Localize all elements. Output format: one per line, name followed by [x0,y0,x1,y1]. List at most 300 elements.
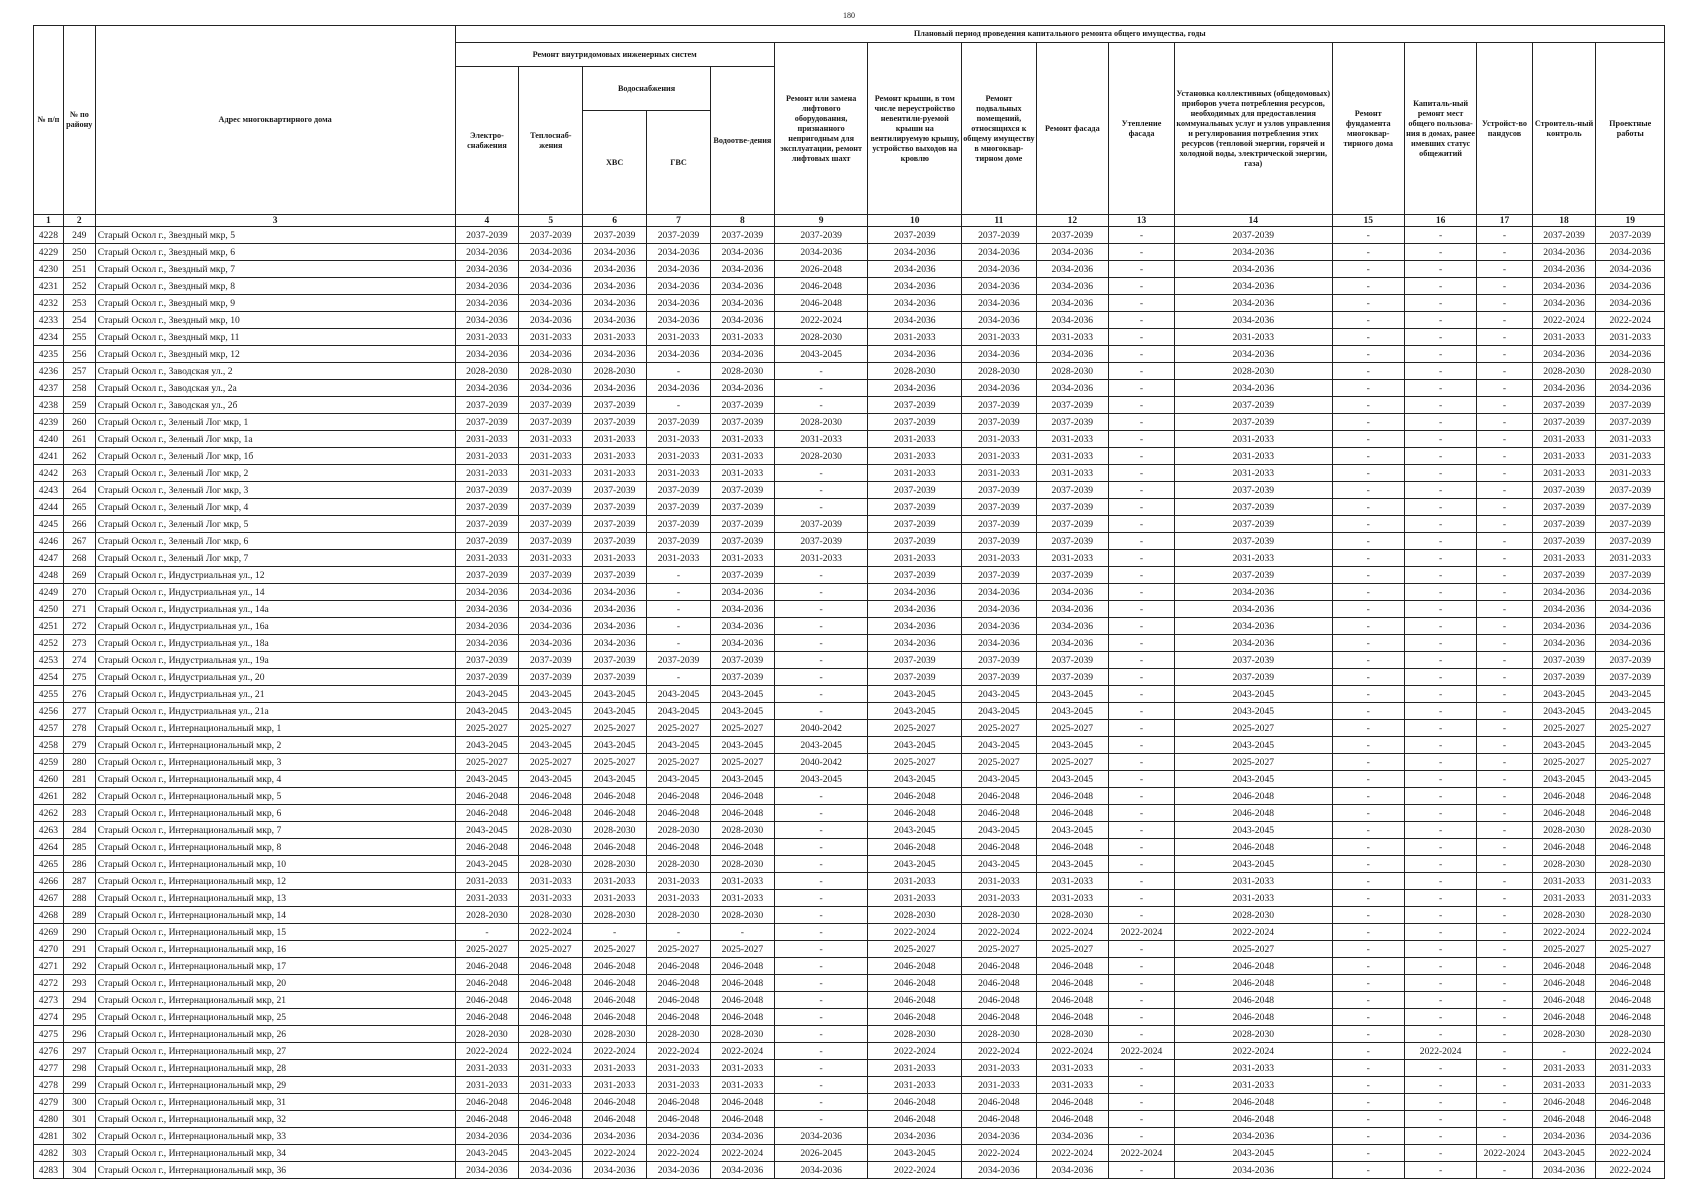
address-cell: Старый Оскол г., Интернациональный мкр, 14 [95,907,455,924]
period-cell: 2037-2039 [1596,533,1665,550]
period-cell: 2022-2024 [1036,1145,1108,1162]
period-cell: - [1332,516,1404,533]
period-cell: 2043-2045 [1532,771,1596,788]
period-cell: 2037-2039 [1596,227,1665,244]
period-cell: 2037-2039 [774,227,868,244]
period-cell: - [1477,1128,1532,1145]
period-cell: 2043-2045 [710,771,774,788]
period-cell: 2034-2036 [1036,584,1108,601]
period-cell: 2043-2045 [647,686,711,703]
table-row [34,1145,1665,1162]
capital-repair-table [33,25,1665,1179]
period-cell: 2034-2036 [519,635,583,652]
period-cell: 2046-2048 [583,975,647,992]
period-cell: 2022-2024 [519,1043,583,1060]
period-cell: 2031-2033 [1532,329,1596,346]
period-cell: 2037-2039 [1036,533,1108,550]
period-cell: 2046-2048 [583,839,647,856]
period-cell: 2046-2048 [519,805,583,822]
index-cell: 4255 [34,686,64,703]
period-cell: 2040-2042 [774,754,868,771]
index-cell: 262 [63,448,95,465]
period-cell: 2046-2048 [1175,805,1333,822]
period-cell: - [1477,720,1532,737]
period-cell: - [647,363,711,380]
index-cell: 270 [63,584,95,601]
period-cell: 2037-2039 [774,516,868,533]
address-cell: Старый Оскол г., Интернациональный мкр, 17 [95,958,455,975]
address-cell: Старый Оскол г., Звездный мкр, 11 [95,329,455,346]
period-cell: 2046-2048 [647,805,711,822]
period-cell: 2025-2027 [868,941,962,958]
period-cell: 2037-2039 [710,567,774,584]
index-cell: 272 [63,618,95,635]
period-cell: 2046-2048 [455,1111,519,1128]
period-cell: 2034-2036 [1175,635,1333,652]
period-cell: 2037-2039 [868,533,962,550]
header-water-supply: Водоснабжения [583,67,711,111]
period-cell: 2037-2039 [1596,397,1665,414]
header-drainage: Водоотве-дения [710,67,774,215]
period-cell: - [1477,295,1532,312]
period-cell: 2028-2030 [519,856,583,873]
period-cell: 2031-2033 [710,550,774,567]
period-cell: 2028-2030 [710,907,774,924]
period-cell: 2043-2045 [962,686,1037,703]
period-cell: 2034-2036 [868,295,962,312]
period-cell: 2037-2039 [1036,499,1108,516]
period-cell: 2034-2036 [455,295,519,312]
period-cell: - [1477,380,1532,397]
period-cell: - [1109,584,1175,601]
period-cell: 2034-2036 [1175,295,1333,312]
address-cell: Старый Оскол г., Интернациональный мкр, 16 [95,941,455,958]
period-cell: 2037-2039 [710,499,774,516]
period-cell: 2046-2048 [455,805,519,822]
address-cell: Старый Оскол г., Интернациональный мкр, 25 [95,1009,455,1026]
period-cell: 2028-2030 [519,822,583,839]
index-cell: 4238 [34,397,64,414]
period-cell: - [1477,482,1532,499]
period-cell: 2031-2033 [455,448,519,465]
address-cell: Старый Оскол г., Интернациональный мкр, 10 [95,856,455,873]
period-cell: 2028-2030 [868,907,962,924]
period-cell: 2034-2036 [583,1162,647,1179]
period-cell: 2031-2033 [1532,448,1596,465]
period-cell: - [1404,669,1476,686]
period-cell: 2034-2036 [962,584,1037,601]
period-cell: - [1404,584,1476,601]
period-cell: - [774,703,868,720]
header-design-works: Проектные работы [1596,43,1665,215]
period-cell: - [774,805,868,822]
period-cell: 2022-2024 [710,1043,774,1060]
period-cell: 2034-2036 [1175,584,1333,601]
period-cell: 2031-2033 [1596,550,1665,567]
period-cell: - [647,584,711,601]
table-row [34,397,1665,414]
index-cell: 283 [63,805,95,822]
period-cell: 2025-2027 [1175,941,1333,958]
period-cell: 2037-2039 [962,227,1037,244]
period-cell: - [1332,941,1404,958]
period-cell: 2037-2039 [519,567,583,584]
column-number: 17 [1477,215,1532,227]
column-number: 4 [455,215,519,227]
period-cell: 2034-2036 [1175,1128,1333,1145]
period-cell: - [1477,958,1532,975]
period-cell: 2046-2048 [1036,1094,1108,1111]
period-cell: 2046-2048 [583,1094,647,1111]
period-cell: 2031-2033 [1175,1060,1333,1077]
index-cell: 264 [63,482,95,499]
index-cell: 4269 [34,924,64,941]
address-cell: Старый Оскол г., Интернациональный мкр, 21 [95,992,455,1009]
period-cell: 2046-2048 [583,788,647,805]
period-cell: 2034-2036 [583,244,647,261]
period-cell: 2046-2048 [519,1009,583,1026]
period-cell: 2043-2045 [774,737,868,754]
index-cell: 4281 [34,1128,64,1145]
table-row [34,516,1665,533]
table-row [34,805,1665,822]
index-cell: 4239 [34,414,64,431]
index-cell: 275 [63,669,95,686]
period-cell: - [1109,822,1175,839]
table-body [34,227,1665,1179]
period-cell: 2043-2045 [1596,771,1665,788]
index-cell: 298 [63,1060,95,1077]
period-cell: 2034-2036 [455,1162,519,1179]
period-cell: - [1109,346,1175,363]
period-cell: 2031-2033 [647,1077,711,1094]
address-cell: Старый Оскол г., Интернациональный мкр, 32 [95,1111,455,1128]
index-cell: 293 [63,975,95,992]
index-cell: 4276 [34,1043,64,1060]
period-cell: - [1477,1060,1532,1077]
period-cell: 2046-2048 [455,958,519,975]
index-cell: 4229 [34,244,64,261]
period-cell: 2025-2027 [868,754,962,771]
period-cell: 2043-2045 [1532,686,1596,703]
header-row-number: № п/п [34,26,64,215]
period-cell: 2034-2036 [1596,618,1665,635]
period-cell: - [1332,346,1404,363]
period-cell: 2031-2033 [1175,329,1333,346]
period-cell: 2034-2036 [1596,346,1665,363]
period-cell: 2046-2048 [455,992,519,1009]
period-cell: 2034-2036 [1532,635,1596,652]
address-cell: Старый Оскол г., Индустриальная ул., 12 [95,567,455,584]
period-cell: 2025-2027 [1175,720,1333,737]
period-cell: - [1404,856,1476,873]
period-cell: - [1109,278,1175,295]
period-cell: 2034-2036 [455,244,519,261]
period-cell: 2037-2039 [1175,414,1333,431]
period-cell: - [1404,771,1476,788]
period-cell: - [1477,601,1532,618]
table-row [34,601,1665,618]
period-cell: 2037-2039 [1175,567,1333,584]
page-number: 180 [843,11,855,20]
index-cell: 4237 [34,380,64,397]
index-cell: 4253 [34,652,64,669]
address-cell: Старый Оскол г., Зеленый Лог мкр, 3 [95,482,455,499]
period-cell: 2031-2033 [868,329,962,346]
period-cell: 2028-2030 [962,1026,1037,1043]
period-cell: - [1477,822,1532,839]
period-cell: 2025-2027 [1036,941,1108,958]
period-cell: - [1109,533,1175,550]
header-facade: Ремонт фасада [1036,43,1108,215]
period-cell: - [1332,669,1404,686]
period-cell: 2046-2048 [1175,1111,1333,1128]
index-cell: 278 [63,720,95,737]
period-cell: - [1477,465,1532,482]
period-cell: - [774,618,868,635]
period-cell: 2037-2039 [455,669,519,686]
period-cell: - [1109,788,1175,805]
period-cell: 2022-2024 [1477,1145,1532,1162]
period-cell: 2031-2033 [868,550,962,567]
index-cell: 274 [63,652,95,669]
period-cell: 2022-2024 [1109,924,1175,941]
period-cell: 2046-2048 [519,992,583,1009]
period-cell: 2031-2033 [868,465,962,482]
period-cell: 2046-2048 [1175,975,1333,992]
index-cell: 300 [63,1094,95,1111]
table-row [34,839,1665,856]
period-cell: 2037-2039 [774,533,868,550]
period-cell: - [1404,414,1476,431]
period-cell: 2031-2033 [583,431,647,448]
address-cell: Старый Оскол г., Интернациональный мкр, 34 [95,1145,455,1162]
period-cell: 2034-2036 [962,380,1037,397]
address-cell: Старый Оскол г., Интернациональный мкр, 6 [95,805,455,822]
period-cell: - [1109,295,1175,312]
period-cell: - [774,1077,868,1094]
period-cell: 2046-2048 [868,788,962,805]
period-cell: - [774,788,868,805]
period-cell: 2034-2036 [1532,244,1596,261]
period-cell: - [1404,975,1476,992]
period-cell: 2046-2048 [710,992,774,1009]
period-cell: 2031-2033 [455,465,519,482]
period-cell: 2025-2027 [962,754,1037,771]
period-cell: - [1109,703,1175,720]
table-row [34,244,1665,261]
period-cell: 2046-2048 [868,975,962,992]
period-cell: 2025-2027 [1532,720,1596,737]
period-cell: - [1404,261,1476,278]
period-cell: 2037-2039 [583,669,647,686]
address-cell: Старый Оскол г., Заводская ул., 2б [95,397,455,414]
period-cell: 2046-2048 [1532,1094,1596,1111]
period-cell: 2046-2048 [1596,958,1665,975]
period-cell: - [1109,465,1175,482]
period-cell: - [1109,397,1175,414]
period-cell: - [1332,312,1404,329]
period-cell: - [1404,652,1476,669]
period-cell: 2028-2030 [1036,1026,1108,1043]
period-cell: 2034-2036 [1596,1128,1665,1145]
table-row [34,992,1665,1009]
index-cell: 266 [63,516,95,533]
period-cell: 2043-2045 [1175,822,1333,839]
period-cell: - [1109,567,1175,584]
period-cell: 2046-2048 [647,1009,711,1026]
period-cell: 2031-2033 [1036,550,1108,567]
table-row [34,550,1665,567]
table-row [34,720,1665,737]
table-row [34,958,1665,975]
period-cell: 2031-2033 [1596,465,1665,482]
period-cell: 2031-2033 [868,448,962,465]
address-cell: Старый Оскол г., Интернациональный мкр, 7 [95,822,455,839]
period-cell: - [1109,312,1175,329]
period-cell: 2043-2045 [1036,822,1108,839]
period-cell: - [1332,1009,1404,1026]
index-cell: 4259 [34,754,64,771]
period-cell: 2034-2036 [647,244,711,261]
period-cell: 2034-2036 [519,312,583,329]
period-cell: - [1477,414,1532,431]
period-cell: 2031-2033 [519,448,583,465]
period-cell: 2028-2030 [1532,856,1596,873]
index-cell: 4264 [34,839,64,856]
period-cell: - [1404,482,1476,499]
period-cell: 2034-2036 [583,1128,647,1145]
address-cell: Старый Оскол г., Индустриальная ул., 20 [95,669,455,686]
period-cell: 2046-2048 [868,1094,962,1111]
period-cell: 2034-2036 [710,584,774,601]
period-cell: 2034-2036 [647,1162,711,1179]
period-cell: 2037-2039 [583,533,647,550]
period-cell: 2037-2039 [455,499,519,516]
table-header [34,26,1665,227]
index-cell: 285 [63,839,95,856]
period-cell: 2046-2048 [868,839,962,856]
index-cell: 4258 [34,737,64,754]
period-cell: 2025-2027 [1596,720,1665,737]
period-cell: 2037-2039 [1036,516,1108,533]
period-cell: - [1332,737,1404,754]
period-cell: 2026-2048 [774,261,868,278]
period-cell: - [774,669,868,686]
period-cell: 2034-2036 [455,380,519,397]
period-cell: - [1332,958,1404,975]
period-cell: 2031-2033 [1532,1077,1596,1094]
period-cell: - [455,924,519,941]
period-cell: 2028-2030 [774,448,868,465]
period-cell: 2028-2030 [868,363,962,380]
table-row [34,261,1665,278]
period-cell: - [1332,380,1404,397]
period-cell: - [1332,363,1404,380]
period-cell: 2034-2036 [1175,261,1333,278]
period-cell: 2046-2048 [868,958,962,975]
period-cell: 2034-2036 [455,635,519,652]
period-cell: - [774,890,868,907]
index-cell: 286 [63,856,95,873]
period-cell: 2034-2036 [519,380,583,397]
period-cell: - [1332,1111,1404,1128]
table-row [34,346,1665,363]
period-cell: 2028-2030 [583,1026,647,1043]
index-cell: 4280 [34,1111,64,1128]
period-cell: 2031-2033 [1175,1077,1333,1094]
period-cell: 2028-2030 [710,363,774,380]
column-number: 19 [1596,215,1665,227]
period-cell: 2034-2036 [1036,278,1108,295]
period-cell: 2037-2039 [868,567,962,584]
period-cell: - [1404,822,1476,839]
period-cell: 2037-2039 [519,414,583,431]
period-cell: 2022-2024 [583,1043,647,1060]
period-cell: - [1332,822,1404,839]
period-cell: 2037-2039 [583,397,647,414]
period-cell: 2031-2033 [1175,873,1333,890]
table-row [34,907,1665,924]
period-cell: 2037-2039 [962,533,1037,550]
period-cell: 2025-2027 [455,941,519,958]
period-cell: 2031-2033 [1175,448,1333,465]
index-cell: 267 [63,533,95,550]
period-cell: 2046-2048 [455,839,519,856]
period-cell: 2037-2039 [647,414,711,431]
index-cell: 291 [63,941,95,958]
period-cell: - [1109,1009,1175,1026]
address-cell: Старый Оскол г., Интернациональный мкр, 12 [95,873,455,890]
period-cell: 2046-2048 [962,1111,1037,1128]
table-row [34,703,1665,720]
index-cell: 302 [63,1128,95,1145]
period-cell: - [1109,1111,1175,1128]
period-cell: 2046-2048 [710,839,774,856]
period-cell: 2025-2027 [1532,941,1596,958]
period-cell: 2031-2033 [647,448,711,465]
column-number: 5 [519,215,583,227]
period-cell: 2031-2033 [1532,465,1596,482]
period-cell: - [774,363,868,380]
index-cell: 268 [63,550,95,567]
address-cell: Старый Оскол г., Индустриальная ул., 21а [95,703,455,720]
period-cell: - [1477,856,1532,873]
address-cell: Старый Оскол г., Зеленый Лог мкр, 1 [95,414,455,431]
period-cell: - [1109,754,1175,771]
period-cell: 2028-2030 [1175,363,1333,380]
period-cell: 2031-2033 [519,329,583,346]
period-cell: 2031-2033 [774,431,868,448]
period-cell: 2043-2045 [455,686,519,703]
column-number: 14 [1175,215,1333,227]
period-cell: - [1332,278,1404,295]
address-cell: Старый Оскол г., Зеленый Лог мкр, 1а [95,431,455,448]
period-cell: 2046-2048 [710,1111,774,1128]
period-cell: 2043-2045 [647,703,711,720]
period-cell: 2034-2036 [962,1162,1037,1179]
period-cell: 2034-2036 [1596,601,1665,618]
period-cell: 2034-2036 [583,278,647,295]
period-cell: - [1477,567,1532,584]
period-cell: 2034-2036 [1532,295,1596,312]
table-row [34,482,1665,499]
period-cell: 2031-2033 [647,550,711,567]
index-cell: 4241 [34,448,64,465]
address-cell: Старый Оскол г., Звездный мкр, 9 [95,295,455,312]
period-cell: 2046-2048 [710,1094,774,1111]
index-cell: 288 [63,890,95,907]
